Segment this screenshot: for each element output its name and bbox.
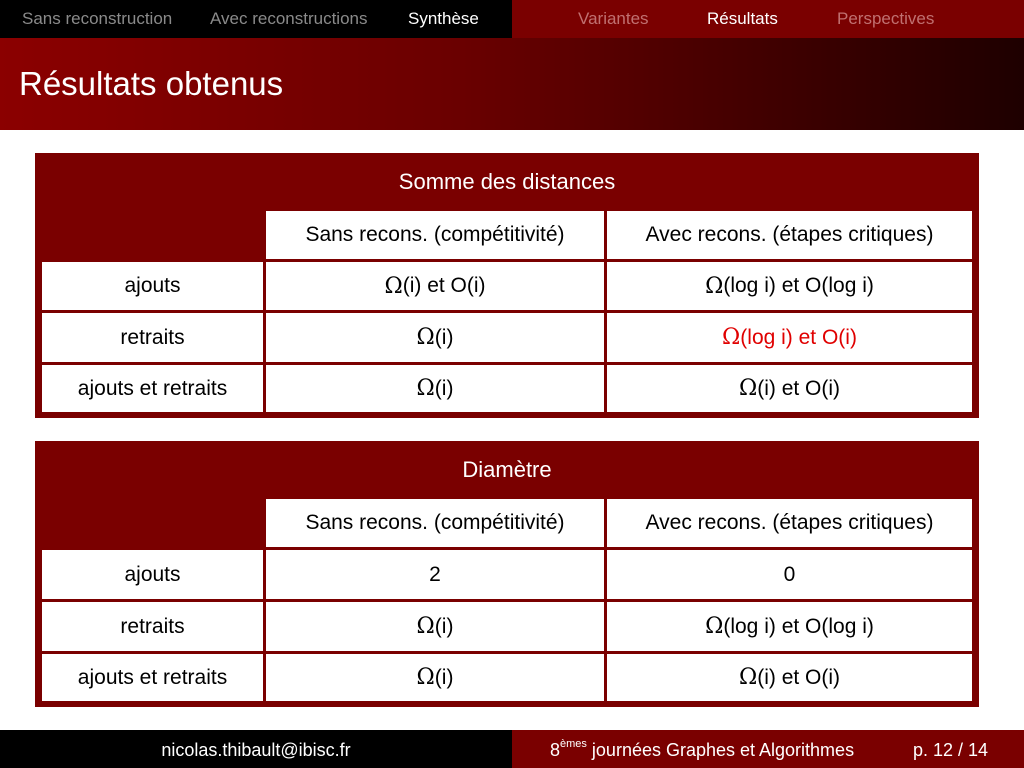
- cell-value: (i) et O(i): [402, 274, 486, 297]
- column-header-sans-recons: Sans recons. (compétitivité): [266, 499, 604, 547]
- nav-subsection-variantes[interactable]: Variantes: [578, 9, 649, 28]
- cell-value: (log i) et O(log i): [723, 614, 874, 638]
- footer: [0, 730, 1024, 768]
- cell-value: (log i) et O(i): [740, 325, 857, 349]
- conference-name: journées Graphes et Algorithmes: [586, 740, 855, 760]
- omega-symbol: Ω: [738, 665, 758, 690]
- table-cell: [607, 654, 972, 701]
- table-cell: [607, 550, 972, 599]
- conference-number: 8: [550, 740, 561, 760]
- row-label-retraits: retraits: [42, 313, 263, 362]
- table-cell-highlighted: [607, 313, 972, 362]
- table-cell: [266, 365, 604, 412]
- cell-value: (i): [434, 376, 454, 400]
- nav-subsection-resultats[interactable]: Résultats: [707, 9, 778, 28]
- omega-symbol: Ω: [416, 665, 435, 690]
- cell-value: 2: [429, 562, 441, 586]
- subsection-navigation: [512, 0, 1024, 38]
- table-diametre: [35, 441, 979, 707]
- table-cell: [607, 365, 972, 412]
- cell-value: (i): [434, 614, 454, 638]
- cell-value: (log i) et O(log i): [723, 274, 874, 297]
- row-label-ajouts: ajouts: [42, 550, 263, 599]
- nav-subsection-perspectives[interactable]: Perspectives: [837, 9, 935, 28]
- footer-author-email: nicolas.thibault@ibisc.fr: [161, 740, 351, 760]
- column-header-avec-recons: Avec recons. (étapes critiques): [607, 211, 972, 259]
- row-label-ajouts-et-retraits: ajouts et retraits: [42, 654, 263, 701]
- table-cell: [266, 262, 604, 310]
- table-cell: [266, 654, 604, 701]
- row-label-retraits: retraits: [42, 602, 263, 651]
- top-navigation: [0, 0, 1024, 38]
- page-number: p. 12 / 14: [913, 740, 989, 760]
- table-cell: [607, 262, 972, 310]
- omega-symbol: Ω: [416, 614, 435, 639]
- page-title: Résultats obtenus: [19, 65, 284, 102]
- conference-ordinal: èmes: [560, 738, 587, 750]
- omega-symbol: Ω: [722, 325, 741, 350]
- omega-symbol: Ω: [705, 273, 724, 299]
- table-caption: Diamètre: [462, 457, 552, 482]
- footer-left: [0, 730, 512, 768]
- table-somme-des-distances: [35, 153, 979, 418]
- table-caption: Somme des distances: [398, 169, 616, 194]
- frame-title-bar: [0, 38, 1024, 130]
- table-cell: [607, 602, 972, 651]
- table-cell: [266, 313, 604, 362]
- cell-value: 0: [783, 562, 796, 586]
- row-label-ajouts: ajouts: [42, 262, 263, 310]
- table-cell: [266, 550, 604, 599]
- nav-section-synthese[interactable]: Synthèse: [408, 9, 479, 28]
- section-navigation: [0, 0, 512, 38]
- row-label-ajouts-et-retraits: ajouts et retraits: [42, 365, 263, 412]
- omega-symbol: Ω: [384, 273, 403, 299]
- footer-conference: [550, 739, 854, 761]
- footer-right: [512, 730, 1024, 768]
- omega-symbol: Ω: [416, 376, 435, 401]
- nav-section-sans-reconstruction[interactable]: Sans reconstruction: [22, 9, 173, 28]
- cell-value: (i) et O(i): [757, 376, 841, 400]
- cell-value: (i) et O(i): [757, 665, 841, 689]
- cell-value: (i): [434, 325, 454, 349]
- cell-value: (i): [434, 665, 454, 689]
- column-header-avec-recons: Avec recons. (étapes critiques): [607, 499, 972, 547]
- table-cell: [266, 602, 604, 651]
- omega-symbol: Ω: [705, 614, 724, 639]
- omega-symbol: Ω: [416, 325, 435, 350]
- omega-symbol: Ω: [738, 376, 758, 401]
- nav-section-avec-reconstructions[interactable]: Avec reconstructions: [210, 9, 368, 28]
- column-header-sans-recons: Sans recons. (compétitivité): [266, 211, 604, 259]
